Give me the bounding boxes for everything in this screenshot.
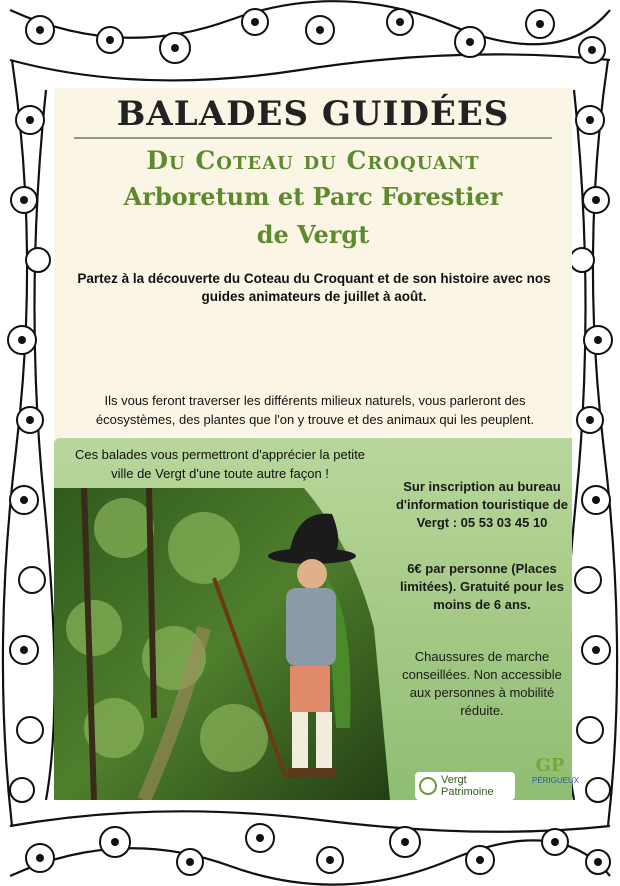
vergt-logo-line1: Vergt [441,774,467,786]
subtitle-vergt: de Vergt [256,220,370,249]
gp-logo-mark: GP [535,755,565,776]
subtitle-arboretum: Arboretum et Parc Forestier [123,182,503,211]
registration-info: Sur inscription au bureau d'information touristique de Vergt : 05 53 03 45 10 [395,479,569,530]
grand-perigueux-logo [532,755,580,796]
advice-info: Chaussures de marche conseillées. Non accessible aux personnes à mobilité réduite. [402,649,562,718]
gp-logo-text: PÉRIGUEUX [532,776,580,785]
subtitle-coteau: Du Coteau du Croquant [146,146,480,175]
description-text: Ils vous feront traverser les différents milieux naturels, vous parleront des écosystèmes, des plantes que l'on y trouve et des animaux qui les peuplent. [95,393,535,427]
forest-hiker-illustration [54,488,390,800]
poster-title: BALADES GUIDÉES [116,94,510,134]
description-text-2: Ces balades vous permettront d'apprécier la petite ville de Vergt d'une toute autre façon ! [74,447,366,481]
intro-text: Partez à la découverte du Coteau du Croquant et de son histoire avec nos guides animateurs de juillet à août. [77,271,551,304]
title-divider [74,137,552,139]
vergt-logo-line2: Patrimoine [441,786,494,798]
vergt-logo-icon [419,777,437,795]
vergt-patrimoine-logo [415,772,515,800]
price-info: 6€ par personne (Places limitées). Gratuité pour les moins de 6 ans. [400,561,564,612]
